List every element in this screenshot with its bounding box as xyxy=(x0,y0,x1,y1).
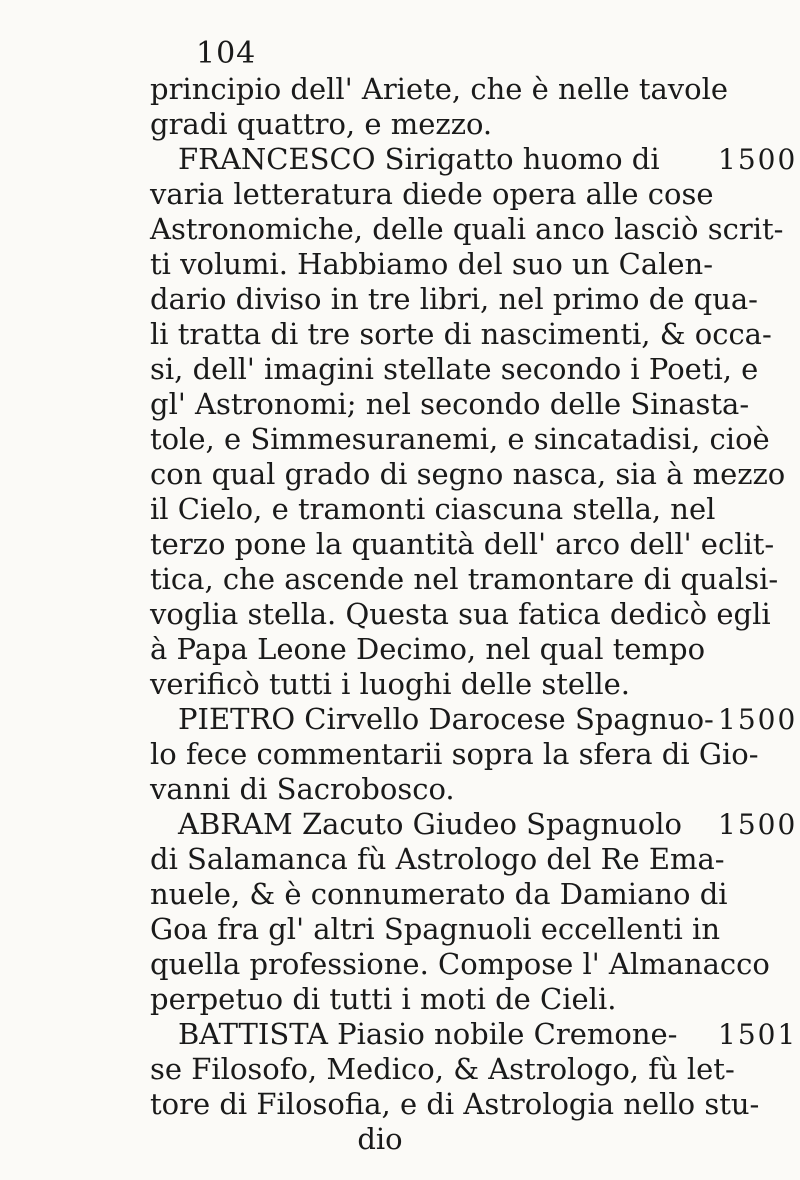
page-number: 104 xyxy=(196,36,257,71)
text-line: dario diviso in tre libri, nel primo de qua- xyxy=(150,282,758,316)
text-line: principio dell' Ariete, che è nelle tavole xyxy=(150,72,729,106)
margin-year: 1500 xyxy=(718,808,798,841)
text-line: nuele, & è connumerato da Damiano di xyxy=(150,877,728,911)
text-line: Astronomiche, delle quali anco lasciò scrit- xyxy=(150,212,784,246)
text-line: voglia stella. Questa sua fatica dedicò egli xyxy=(150,597,771,631)
entry-heading-line: ABRAM Zacuto Giudeo Spagnuolo 1500 xyxy=(178,807,798,841)
text-line: ti volumi. Habbiamo del suo un Calen- xyxy=(150,247,714,281)
text-line: varia letteratura diede opera alle cose xyxy=(150,177,714,211)
text-line: con qual grado di segno nasca, sia à mezzo xyxy=(150,457,786,491)
text-line: terzo pone la quantità dell' arco dell' eclit- xyxy=(150,527,775,561)
text-line: gradi quattro, e mezzo. xyxy=(150,107,493,141)
body-text xyxy=(150,72,798,1157)
text-line: tica, che ascende nel tramontare di qualsi- xyxy=(150,562,779,596)
text-line: lo fece commentarii sopra la sfera di Gio- xyxy=(150,737,759,771)
text-line: il Cielo, e tramonti ciascuna stella, nel xyxy=(150,492,716,526)
text-line: di Salamanca fù Astrologo del Re Ema- xyxy=(150,842,725,876)
entry-heading-line: PIETRO Cirvello Darocese Spagnuo- 1500 xyxy=(178,702,798,736)
text-line: tore di Filosofia, e di Astrologia nello stu- xyxy=(150,1087,760,1121)
margin-year: 1501 xyxy=(718,1018,798,1051)
entry-heading-line: FRANCESCO Sirigatto huomo di 1500 xyxy=(178,142,798,176)
text-line: dio xyxy=(357,1122,403,1156)
text-line: à Papa Leone Decimo, nel qual tempo xyxy=(150,632,706,666)
text-line: se Filosofo, Medico, & Astrologo, fù let- xyxy=(150,1052,735,1086)
text-line: li tratta di tre sorte di nascimenti, & occa- xyxy=(150,317,772,351)
text-line: si, dell' imagini stellate secondo i Poeti, e xyxy=(150,352,759,386)
margin-year: 1500 xyxy=(718,703,798,736)
text-line: vanni di Sacrobosco. xyxy=(150,772,455,806)
text-line: perpetuo di tutti i moti de Cieli. xyxy=(150,982,617,1016)
text-line: quella professione. Compose l' Almanacco xyxy=(150,947,770,981)
text-line: Goa fra gl' altri Spagnuoli eccellenti in xyxy=(150,912,721,946)
text-line: tole, e Simmesuranemi, e sincatadisi, cioè xyxy=(150,422,770,456)
margin-year: 1500 xyxy=(718,143,798,176)
entry-heading-line: BATTISTA Piasio nobile Cremone- 1501 xyxy=(178,1017,798,1051)
text-line: gl' Astronomi; nel secondo delle Sinasta- xyxy=(150,387,750,421)
text-line: verificò tutti i luoghi delle stelle. xyxy=(150,667,631,701)
